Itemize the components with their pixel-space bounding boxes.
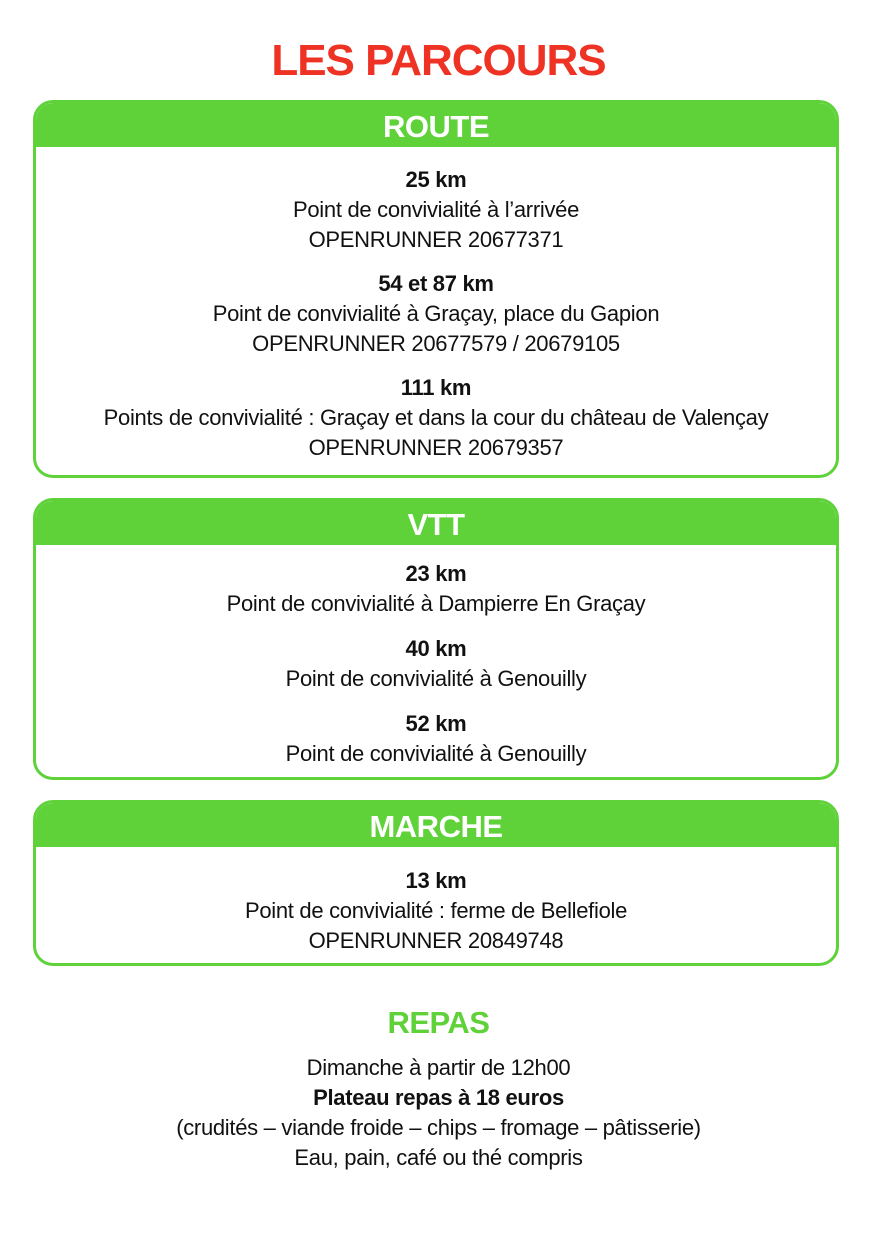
vtt-section	[33, 498, 839, 780]
route-section	[33, 100, 839, 478]
route-openrunner-id: OPENRUNNER 20677371	[308, 227, 564, 252]
vtt-rest-point: Point de convivialité à Genouilly	[285, 666, 587, 691]
vtt-body	[36, 545, 836, 769]
vtt-rest-point: Point de convivialité à Dampierre En Graçay	[226, 591, 646, 616]
marche-distance: 13 km	[405, 868, 467, 893]
repas-menu: (crudités – viande froide – chips – fromage – pâtisserie)	[176, 1115, 701, 1140]
marche-rest-point: Point de convivialité : ferme de Bellefiole	[244, 898, 628, 923]
marche-body	[36, 847, 836, 956]
vtt-distance: 23 km	[405, 561, 467, 586]
route-entry-25km	[36, 165, 836, 255]
vtt-entry-52km	[36, 709, 836, 769]
marche-entry-13km	[36, 866, 836, 956]
route-rest-point: Point de convivialité à l’arrivée	[292, 197, 580, 222]
repas-section	[0, 1003, 877, 1173]
route-distance: 54 et 87 km	[378, 271, 494, 296]
vtt-entry-23km	[36, 559, 836, 619]
route-body	[36, 147, 836, 463]
route-openrunner-id: OPENRUNNER 20679357	[308, 435, 564, 460]
repas-price: Plateau repas à 18 euros	[313, 1085, 564, 1110]
page-title: LES PARCOURS	[271, 36, 606, 85]
route-entry-111km	[36, 373, 836, 463]
route-openrunner-id: OPENRUNNER 20677579 / 20679105	[252, 331, 620, 356]
vtt-distance: 52 km	[405, 711, 467, 736]
route-distance: 25 km	[405, 167, 467, 192]
route-rest-point: Point de convivialité à Graçay, place du Gapion	[212, 301, 660, 326]
repas-time: Dimanche à partir de 12h00	[306, 1055, 571, 1080]
vtt-rest-point: Point de convivialité à Genouilly	[285, 741, 587, 766]
repas-title: REPAS	[387, 1005, 490, 1040]
marche-openrunner-id: OPENRUNNER 20849748	[308, 928, 564, 953]
marche-header: MARCHE	[36, 803, 836, 847]
vtt-distance: 40 km	[405, 636, 467, 661]
vtt-entry-40km	[36, 634, 836, 694]
route-distance: 111 km	[400, 375, 472, 400]
route-rest-point: Points de convivialité : Graçay et dans la cour du château de Valençay	[103, 405, 769, 430]
marche-section	[33, 800, 839, 966]
repas-included: Eau, pain, café ou thé compris	[294, 1145, 583, 1170]
route-header: ROUTE	[36, 103, 836, 147]
route-entry-54-87km	[36, 269, 836, 359]
vtt-header: VTT	[36, 501, 836, 545]
